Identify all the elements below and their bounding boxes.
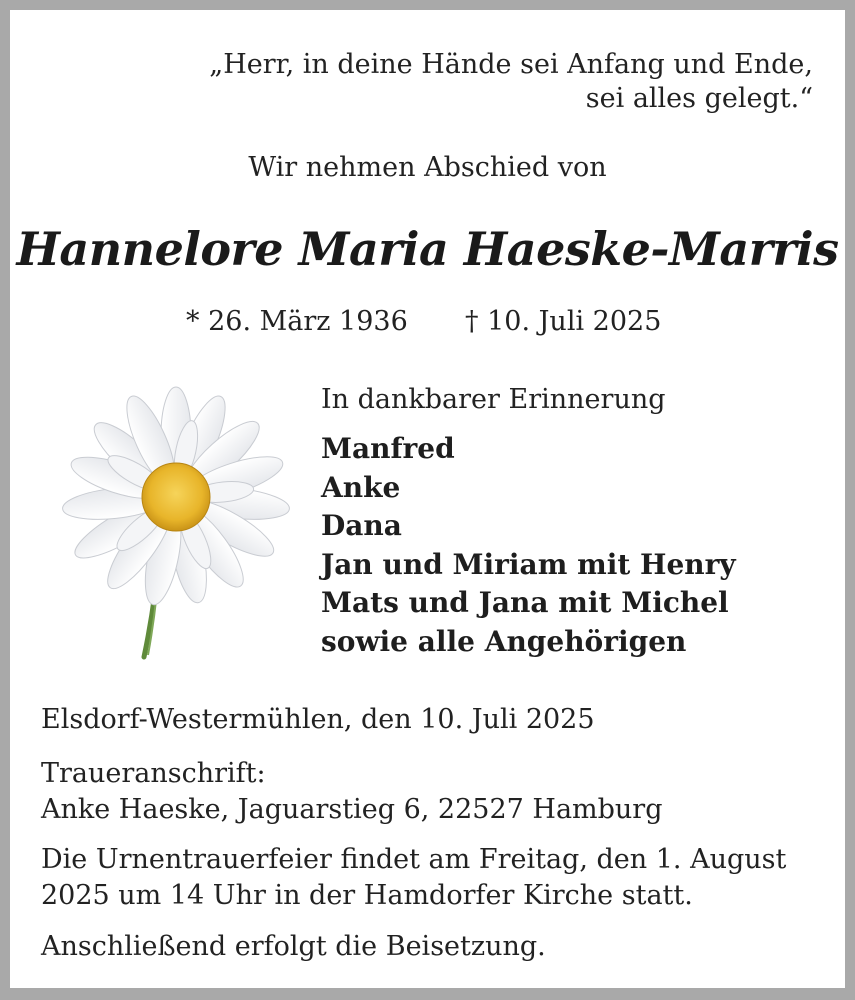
farewell-intro: Wir nehmen Abschied von: [248, 152, 607, 183]
service-line-1: Die Urnentrauerfeier findet am Freitag, den 1. August: [41, 844, 787, 875]
birth-date: * 26. März 1936: [186, 306, 408, 337]
deceased-name: Hannelore Maria Haeske-Marris: [16, 222, 839, 276]
mourner-name: Mats und Jana mit Michel: [321, 586, 729, 620]
place-and-date: Elsdorf-Westermühlen, den 10. Juli 2025: [41, 704, 595, 735]
mourner-name: sowie alle Angehörigen: [321, 624, 687, 658]
service-line-2: 2025 um 14 Uhr in der Hamdorfer Kirche statt.: [41, 880, 693, 911]
quote-line-2: sei alles gelegt.“: [585, 83, 813, 114]
mourning-address: Anke Haeske, Jaguarstieg 6, 22527 Hamburg: [41, 794, 663, 825]
mourner-name: Jan und Miriam mit Henry: [321, 547, 736, 581]
mourner-name: Manfred: [321, 432, 455, 465]
daisy-flower-icon: [40, 385, 290, 665]
death-date: † 10. Juli 2025: [465, 306, 662, 337]
mourner-name: Anke: [321, 470, 401, 504]
obituary-card: [10, 10, 845, 988]
mourners-list: [321, 430, 736, 662]
burial-note: Anschließend erfolgt die Beisetzung.: [41, 931, 546, 962]
remembrance-line: In dankbarer Erinnerung: [321, 384, 666, 415]
mourner-name: Dana: [321, 509, 402, 543]
quote-line-1: „Herr, in deine Hände sei Anfang und Ende,: [209, 49, 813, 80]
address-label: Traueranschrift:: [41, 758, 266, 789]
